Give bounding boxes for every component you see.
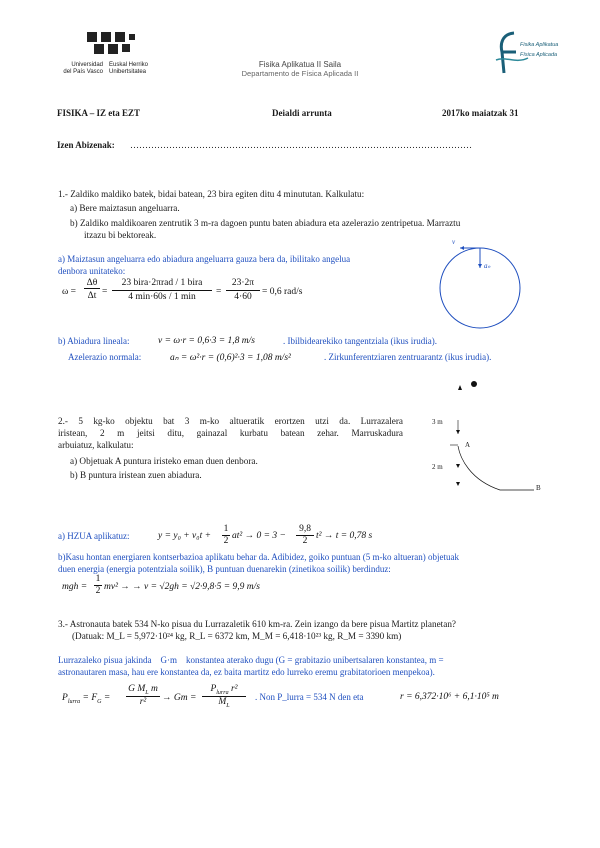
name-field-dots: …………………………………………………………………………………………………… <box>130 140 472 150</box>
right-logo-line1: Fisika Aplikatua <box>520 42 559 48</box>
department-title <box>200 60 400 78</box>
uni-line1: Universidad <box>71 62 103 68</box>
exam-type: Deialdi arrunta <box>272 108 332 118</box>
curved-surface <box>458 446 534 490</box>
q1-answer-b2-note: . Zirkunferentziaren zentruarantz (ikus irudia). <box>324 352 492 362</box>
q2-answer-a-label: a) HZUA aplikatuz: <box>58 531 130 541</box>
q1-answer-b1-formula: v = ω·r = 0,6·3 = 1,8 m/s <box>158 336 255 346</box>
uni-name-eu <box>109 62 169 76</box>
q1-answer-b1-label: b) Abiadura lineala: <box>58 336 130 346</box>
name-label: Izen Abizenak: <box>57 140 115 150</box>
q2-diagram-A: A <box>465 441 471 449</box>
q3-answer-formula: $P_{lurra} = F_G$ = G $M_L$ m r² → Gm = $P_{lurra}$ r² $M_L$ <box>62 684 292 712</box>
q1-statement: 1.- Zaldiko maldiko batek, bidai batean, 23 bira egiten ditu 4 minututan. Kalkulatu: <box>58 189 365 199</box>
q1-answer-b2-formula: aₙ = ω²·r = (0,6)²·3 = 1,08 m/s² <box>170 353 291 363</box>
uni-line2: del País Vasco <box>63 69 103 75</box>
q3-statement-line2: (Datuak: M_L = 5,972·10²⁴ kg, R_L = 6372 km, M_M = 6,418·10²³ kg, R_M = 3390 km) <box>72 631 402 641</box>
q2-st1: 2.- 5 kg-ko objektu bat 3 m-ko altueratik erortzen utzi da. Lurrazalera <box>58 416 403 426</box>
q2-diagram-3m: 3 m <box>432 418 443 426</box>
q2-statement-line3: arbuiatuz, kalkulatu: <box>58 440 134 450</box>
dept-eu: Fisika Aplikatua II Saila <box>258 60 342 69</box>
uni-line4: Unibertsitatea <box>109 69 147 75</box>
q1-omega-formula: ω = Δθ Δt = 23 bira·2πrad / 1 bira 4 min·60s / 1 min = 23·2π 4·60 = 0,6 rad/s <box>62 278 303 302</box>
q1-answer-a-line1: a) Maiztasun angeluarra edo abiadura angeluarra gauza bera da, ibilitako angelua <box>58 254 351 264</box>
q1-circle-diagram <box>430 236 530 332</box>
q2-curve-diagram <box>430 418 540 498</box>
q3-r-formula: r = 6,372·10⁶ + 6,1·10⁵ m <box>400 692 499 702</box>
course-title: FISIKA – IZ eta EZT <box>57 108 141 118</box>
q3-answer-line1: Lurrazaleko pisua jakinda G·m konstantea aterako dugu (G = grabitazio unibertsalaren konstantea, m = <box>58 655 444 665</box>
q1-answer-a-line2: denbora unitateko: <box>58 266 126 276</box>
q1-answer-b1-note: . Ibilbidearekiko tangentziala (ikus irudia). <box>283 336 437 346</box>
department-logo <box>492 30 572 80</box>
q3-answer-note: . Non P_lurra = 534 N den eta <box>255 692 364 702</box>
q1-part-b-line2: itzazu bi bektoreak. <box>84 230 157 240</box>
university-logo <box>55 30 165 80</box>
q2-st2: iristean, 2 m jeitsi ditu, gainazal kurbatu batean zehar. Marruskadura <box>58 428 403 438</box>
q2-answer-b-formula: mgh = 1 2 mv² → → v = √2gh = √2·9,8·5 = 9,9 m/s <box>62 574 260 596</box>
uni-name-es <box>55 62 103 76</box>
uni-line3: Euskal Herriko <box>109 62 149 68</box>
q2-diagram-2m: 2 m <box>432 463 443 471</box>
q1-diagram-v-label: v <box>452 238 456 246</box>
q2-statement-line2 <box>58 427 403 439</box>
q3-statement-line1: 3.- Astronauta batek 534 N-ko pisua du Lurrazaletik 610 km-ra. Zein izango da bere pisua Martitz planetan? <box>58 619 456 629</box>
q2-part-a: a) Objetuak A puntura iristeko eman duen denbora. <box>70 456 258 466</box>
exam-date: 2017ko maiatzak 31 <box>442 108 519 118</box>
q2-diagram-B: B <box>536 484 541 492</box>
q2-drop-marker <box>454 378 484 398</box>
dept-es: Departamento de Física Aplicada II <box>241 69 359 78</box>
q1-part-a: a) Bere maiztasun angeluarra. <box>70 203 180 213</box>
q2-answer-b-line2: duen energia (energia potentziala soilik), B puntuan duenarekin (zinetikoa soilik) berdinduz: <box>58 564 391 574</box>
q2-part-b: b) B puntura iristean zuen abiadura. <box>70 470 202 480</box>
university-emblem-icon <box>83 30 143 58</box>
q2-answer-a-formula: y = y₀ + v₀t + 1 2 at² → 0 = 3 − 9,8 2 t² → t = 0,78 s <box>158 524 373 546</box>
q3-answer-line2: astronautaren masa, hau ere konstantea da, ez baita martitz edo lurreko eremu grabitatorioen menpekoa). <box>58 667 435 677</box>
q1-diagram-an-label: aₙ <box>484 262 491 270</box>
q1-answer-b2-label: Azelerazio normala: <box>68 352 142 362</box>
q2-statement-line1 <box>58 415 403 427</box>
q1-part-b-line1: b) Zaldiko maldikoaren zentrutik 3 m-ra dagoen puntu baten abiadura eta azelerazio zentripetua. Marraztu <box>70 218 461 228</box>
q2-answer-b-line1: b)Kasu hontan energiaren kontserbazioa aplikatu behar da. Adibidez, goiko puntuan (5 m-ko altueran) objetuak <box>58 552 459 562</box>
right-logo-line2: Física Aplicada <box>520 52 558 58</box>
